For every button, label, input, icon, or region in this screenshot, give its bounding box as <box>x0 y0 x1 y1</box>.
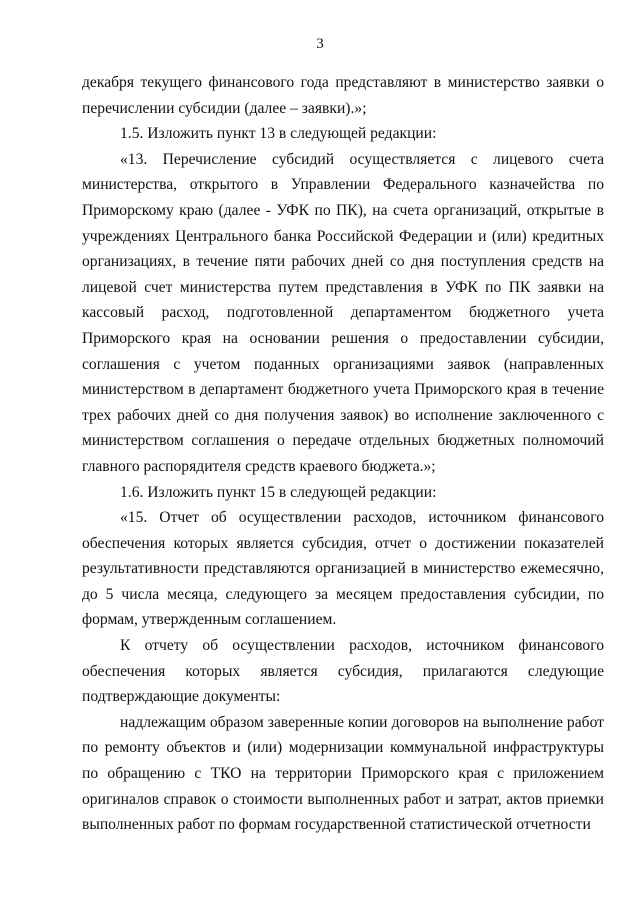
paragraph-continuation: декабря текущего финансового года представляют в министерство заявки о перечислении субсидии (далее – заявки).»; <box>82 74 604 117</box>
paragraph-item-1-6: 1.6. Изложить пункт 15 в следующей редакции: <box>120 483 437 501</box>
document-body <box>82 70 604 838</box>
page-number: 3 <box>316 36 324 52</box>
paragraph-item-1-5: 1.5. Изложить пункт 13 в следующей редакции: <box>120 125 437 143</box>
paragraph-contract-copies: надлежащим образом заверенные копии договоров на выполнение работ по ремонту объектов и (или) модернизации коммунальной инфраструктуры по обращению с ТКО на территории Приморского края с приложением оригиналов справок о стоимости выполненных работ и затрат, актов приемки выполненных работ по формам государственной статистической отчетности <box>82 713 604 834</box>
paragraph-point-15: «15. Отчет об осуществлении расходов, источником финансового обеспечения которых является субсидия, отчет о достижении показателей результативности представляются организацией в министерство ежемесячно, до 5 числа месяца, следующего за месяцем предоставления субсидии, по формам, утвержденным соглашением. <box>82 509 604 629</box>
paragraph-point-13: «13. Перечисление субсидий осуществляется с лицевого счета министерства, открытого в Управлении Федерального казначейства по Приморскому краю (далее - УФК по ПК), на счета организаций, открытые в учреждениях Центрального банка Российской Федерации и (или) кредитных организациях, в течение пяти рабочих дней со дня поступления средств на лицевой счет министерства путем представления в УФК по ПК заявки на кассовый расход, подготовленной департаментом бюджетного учета Приморского края на основании решения о предоставлении субсидии, соглашения с учетом поданных организациями заявок (направленных министерством в департамент бюджетного учета Приморского края в течение трех рабочих дней со дня получения заявок) во исполнение заключенного с министерством соглашения о передаче отдельных бюджетных полномочий главного распорядителя средств краевого бюджета.»; <box>82 150 604 475</box>
paragraph-attachments: К отчету об осуществлении расходов, источником финансового обеспечения которых является субсидия, прилагаются следующие подтверждающие документы: <box>82 637 604 706</box>
